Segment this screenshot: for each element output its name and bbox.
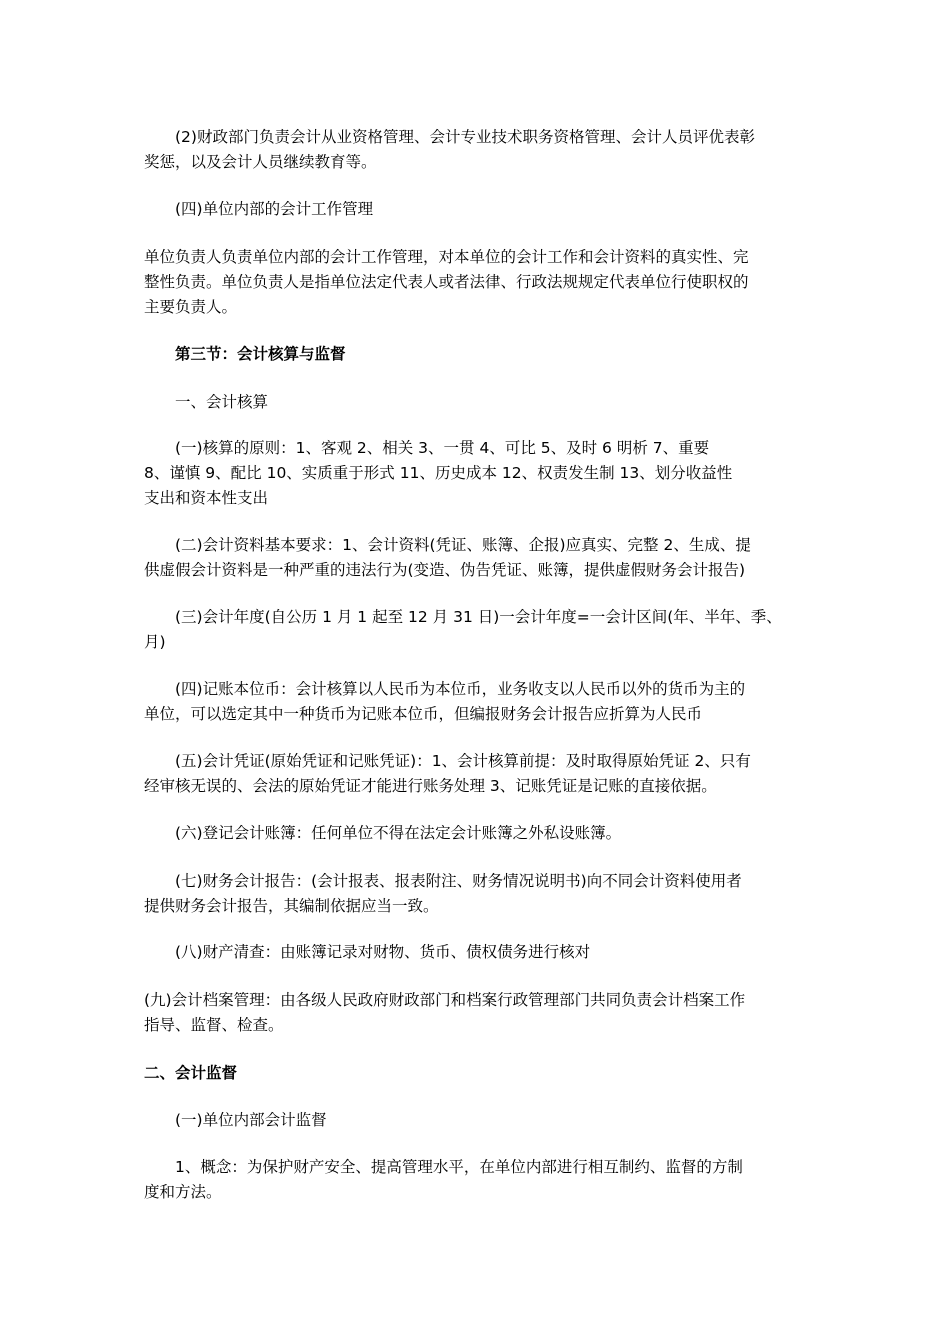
text-line: (二)会计资料基本要求：1、会计资料(凭证、账簿、企报)应真实、完整 2、生成、提 [175, 536, 751, 554]
text-line: 经审核无误的、会法的原始凭证才能进行账务处理 3、记账凭证是记账的直接依据。 [144, 777, 717, 795]
paragraph-accounting-principles [144, 436, 814, 511]
text-line: 单位负责人负责单位内部的会计工作管理，对本单位的会计工作和会计资料的真实性、完 [144, 248, 749, 266]
text-line: (一)单位内部会计监督 [175, 1111, 327, 1129]
text-line: 奖惩，以及会计人员继续教育等。 [144, 153, 377, 171]
section-heading-accounting-supervision [144, 342, 814, 367]
text-line: 单位，可以选定其中一种货币为记账本位币，但编报财务会计报告应折算为人民币 [144, 705, 703, 723]
paragraph-concept-definition [144, 1155, 814, 1205]
paragraph-unit-responsible-person [144, 245, 814, 320]
paragraph-functional-currency [144, 677, 814, 727]
text-line: (八)财产清查：由账簿记录对财物、货币、债权债务进行核对 [175, 943, 591, 961]
text-line: 一、会计核算 [175, 393, 269, 411]
text-line: 第三节：会计核算与监督 [175, 345, 346, 363]
text-line: 月) [144, 633, 166, 651]
paragraph-accounting-vouchers [144, 749, 814, 799]
paragraph-account-books [144, 821, 814, 846]
paragraph-financial-reports [144, 869, 814, 919]
text-line: (九)会计档案管理：由各级人民政府财政部门和档案行政管理部门共同负责会计档案工作 [144, 991, 746, 1009]
paragraph-archive-management [144, 988, 814, 1038]
paragraph-internal-management-heading [144, 197, 814, 222]
text-line: 度和方法。 [144, 1183, 222, 1201]
text-line: (七)财务会计报告：(会计报表、报表附注、财务情况说明书)向不同会计资料使用者 [175, 872, 742, 890]
text-line: (四)记账本位币：会计核算以人民币为本位币，业务收支以人民币以外的货币为主的 [175, 680, 746, 698]
text-line: (一)核算的原则：1、客观 2、相关 3、一贯 4、可比 5、及时 6 明析 7、重要 [175, 439, 710, 457]
paragraph-property-inventory [144, 940, 814, 965]
text-line: 8、谨慎 9、配比 10、实质重于形式 11、历史成本 12、权责发生制 13、划分收益性 [144, 464, 733, 482]
text-line: 支出和资本性支出 [144, 489, 269, 507]
text-line: 供虚假会计资料是一种严重的违法行为(变造、伪告凭证、账簿，提供虚假财务会计报告) [144, 561, 746, 579]
text-line: (2)财政部门负责会计从业资格管理、会计专业技术职务资格管理、会计人员评优表彰 [175, 128, 755, 146]
text-line: (六)登记会计账簿：任何单位不得在法定会计账簿之外私设账簿。 [175, 824, 622, 842]
text-line: 指导、监督、检查。 [144, 1016, 284, 1034]
paragraph-internal-supervision-heading [144, 1108, 814, 1133]
text-line: (三)会计年度(自公历 1 月 1 起至 12 月 31 日)一会计年度=一会计区间(年、半年、季、 [175, 608, 782, 626]
paragraph-accounting-data-requirements [144, 533, 814, 583]
subheading-accounting [144, 390, 814, 415]
subheading-accounting-supervision [144, 1061, 814, 1086]
text-line: (五)会计凭证(原始凭证和记账凭证)：1、会计核算前提：及时取得原始凭证 2、只有 [175, 752, 751, 770]
paragraph-accounting-year [144, 605, 814, 655]
text-line: 提供财务会计报告，其编制依据应当一致。 [144, 897, 439, 915]
paragraph-finance-dept-duties [144, 125, 814, 175]
text-line: 主要负责人。 [144, 298, 238, 316]
text-line: 整性负责。单位负责人是指单位法定代表人或者法律、行政法规规定代表单位行使职权的 [144, 273, 749, 291]
text-line: (四)单位内部的会计工作管理 [175, 200, 374, 218]
text-line: 二、会计监督 [144, 1064, 238, 1082]
text-line: 1、概念：为保护财产安全、提高管理水平，在单位内部进行相互制约、监督的方制 [175, 1158, 743, 1176]
